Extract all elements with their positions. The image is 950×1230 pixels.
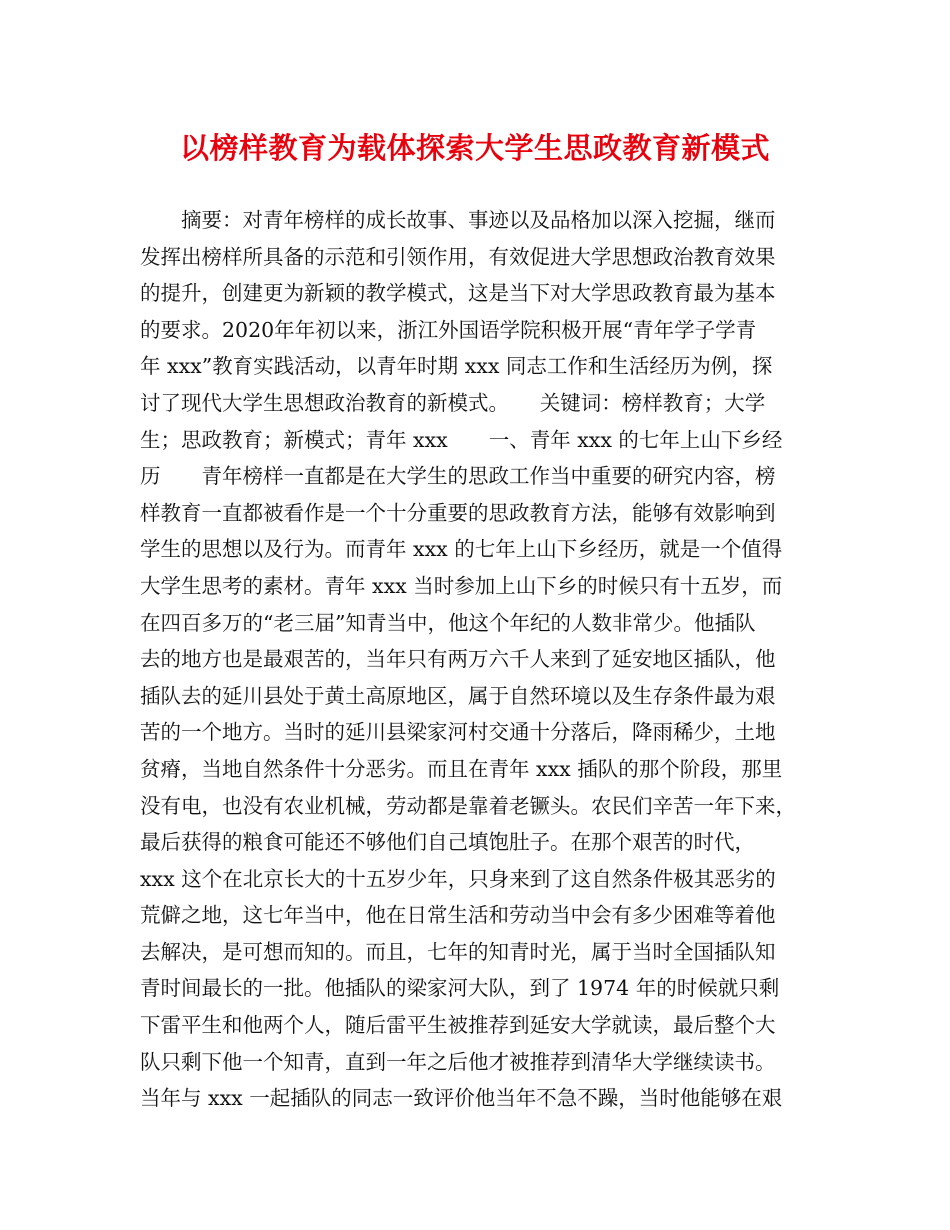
- body-line: 在四百多万的“老三届”知青当中，他这个年纪的人数非常少。他插队: [140, 610, 756, 635]
- body-line: 下雷平生和他两个人，随后雷平生被推荐到延安大学就读，最后整个大: [140, 1013, 776, 1038]
- document-title: 以榜样教育为载体探索大学生思政教育新模式: [179, 131, 770, 165]
- body-line: 发挥出榜样所具备的示范和引领作用，有效促进大学思想政治教育效果: [140, 244, 776, 269]
- body-line: 年 xxx”教育实践活动，以青年时期 xxx 同志工作和生活经历为例，探: [140, 354, 773, 379]
- document-body: [140, 202, 815, 1117]
- body-line: 插队去的延川县处于黄土高原地区，属于自然环境以及生存条件最为艰: [140, 683, 776, 708]
- body-line: 样教育一直都被看作是一个十分重要的思政教育方法，能够有效影响到: [140, 500, 776, 525]
- body-line: 贫瘠，当地自然条件十分恶劣。而且在青年 xxx 插队的那个阶段，那里: [140, 756, 783, 781]
- body-line: 去解决，是可想而知的。而且，七年的知青时光，属于当时全国插队知: [140, 939, 776, 964]
- body-line: 的提升，创建更为新颖的教学模式，这是当下对大学思政教育最为基本: [140, 281, 776, 306]
- body-line: 讨了现代大学生思想政治教育的新模式。 关键词：榜样教育；大学: [140, 390, 766, 415]
- body-line: 的要求。2020年年初以来，浙江外国语学院积极开展“青年学子学青: [140, 317, 757, 342]
- body-line: 当年与 xxx 一起插队的同志一致评价他当年不急不躁，当时他能够在艰: [140, 1086, 783, 1111]
- body-line: 队只剩下他一个知青，直到一年之后他才被推荐到清华大学继续读书。: [140, 1049, 776, 1074]
- body-line: 生；思政教育；新模式；青年 xxx 一、青年 xxx 的七年上山下乡经: [140, 427, 783, 452]
- body-line: 最后获得的粮食可能还不够他们自己填饱肚子。在那个艰苦的时代，: [140, 830, 755, 855]
- body-line: 大学生思考的素材。青年 xxx 当时参加上山下乡的时候只有十五岁，而: [140, 573, 783, 598]
- body-line: 青时间最长的一批。他插队的梁家河大队，到了 1974 年的时候就只剩: [140, 976, 780, 1001]
- body-line: 没有电，也没有农业机械，劳动都是靠着老镢头。农民们辛苦一年下来，: [140, 793, 796, 818]
- body-line: 历 青年榜样一直都是在大学生的思政工作当中重要的研究内容，榜: [140, 464, 776, 489]
- body-line: 去的地方也是最艰苦的，当年只有两万六千人来到了延安地区插队，他: [140, 647, 776, 672]
- body-line: 荒僻之地，这七年当中，他在日常生活和劳动当中会有多少困难等着他: [140, 903, 776, 928]
- body-line: 苦的一个地方。当时的延川县梁家河村交通十分落后，降雨稀少，土地: [140, 720, 776, 745]
- body-line: xxx 这个在北京长大的十五岁少年，只身来到了这自然条件极其恶劣的: [140, 866, 776, 891]
- body-line: 摘要：对青年榜样的成长故事、事迹以及品格加以深入挖掘，继而: [181, 208, 776, 232]
- body-line: 学生的思想以及行为。而青年 xxx 的七年上山下乡经历，就是一个值得: [140, 537, 783, 562]
